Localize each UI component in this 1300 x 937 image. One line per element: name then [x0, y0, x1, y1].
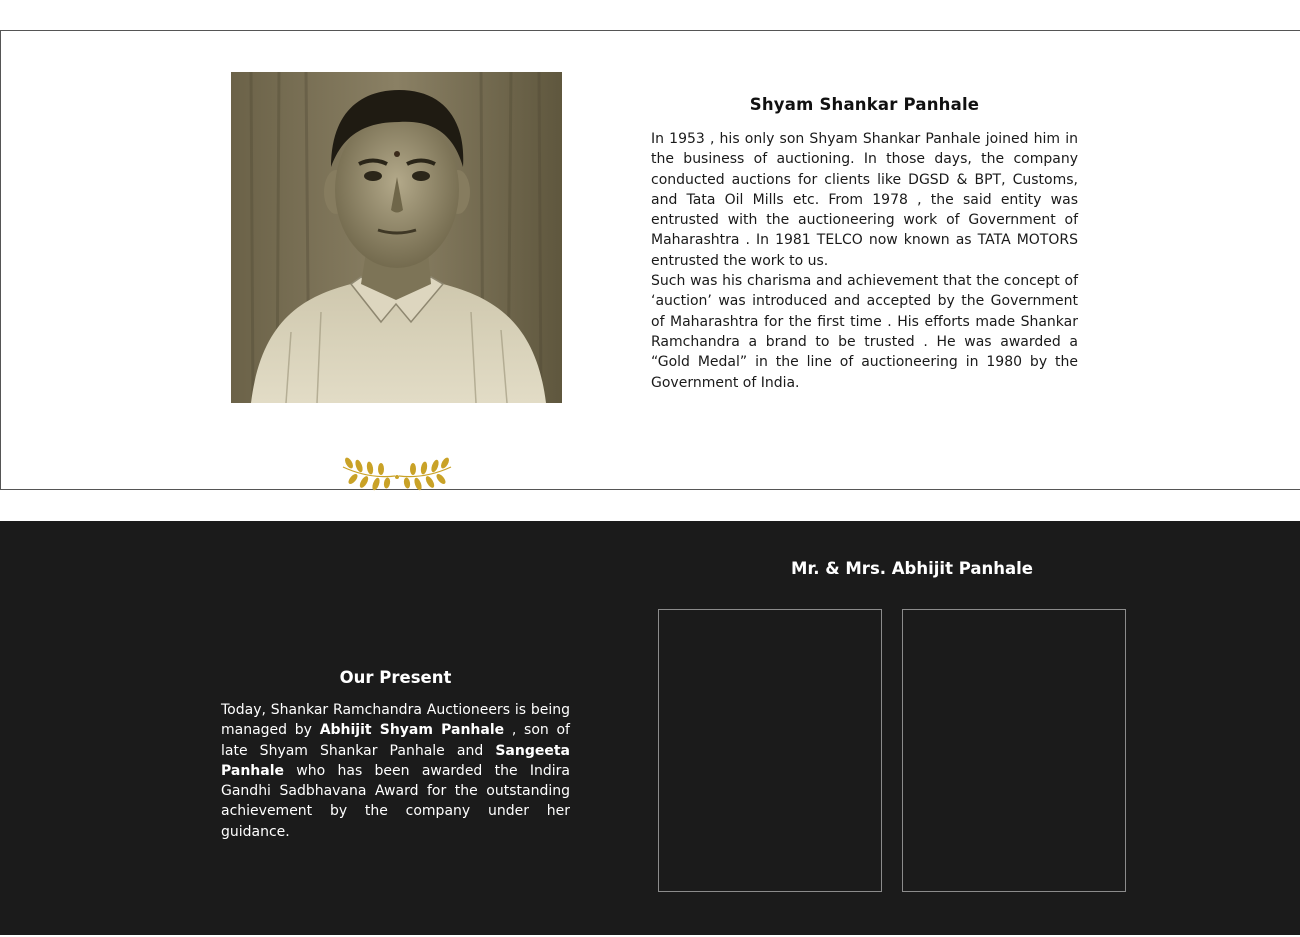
present-text-part-3: who has been awarded the Indira Gandhi Sadbhavana Award for the outstanding achievement by the company under her guidance. — [221, 762, 570, 840]
bio-name: Shyam Shankar Panhale — [749, 95, 980, 114]
laurel-icon — [339, 457, 455, 493]
present-bold-name-2: Sangeeta Panhale — [221, 742, 570, 779]
couple-title: Mr. & Mrs. Abhijit Panhale — [791, 559, 1033, 578]
portrait-photo — [231, 72, 562, 403]
founder-section — [0, 30, 1300, 490]
present-section — [0, 521, 1300, 935]
bio-paragraph-2: Such was his charisma and achievement that the concept of ‘auction’ was introduced and accepted by the Government of Maharashtra for the first time . His efforts made Shankar Ramchandra a brand to be trusted . He was awarded a “Gold Medal” in the line of auctioneering in 1980 by the Government of India. — [651, 273, 1078, 391]
portrait-illustration — [231, 72, 562, 403]
our-present-title: Our Present — [339, 668, 452, 687]
photo-frame-left — [658, 609, 882, 892]
present-bold-name-1: Abhijit Shyam Panhale — [319, 722, 505, 739]
bio-block — [651, 91, 1078, 393]
our-present-text — [221, 700, 570, 842]
bio-paragraph-1: In 1953 , his only son Shyam Shankar Panhale joined him in the business of auctioning. In those days, the company conducted auctions for clients like DGSD & BPT, Customs, and Tata Oil Mills etc. From 1978 , the said entity was entrusted with the auctioneering work of Government of Maharashtra . In 1981 TELCO now known as TATA MOTORS entrusted the work to us. — [651, 131, 1078, 269]
photo-frame-right — [902, 609, 1126, 892]
present-text-part-2: , son of late Shyam Shankar Panhale and — [221, 722, 570, 759]
our-present-block — [221, 666, 570, 842]
laurel-wreath-graphic — [339, 457, 455, 493]
present-text-part-1: Today, Shankar Ramchandra Auctioneers is being managed by — [221, 702, 570, 739]
